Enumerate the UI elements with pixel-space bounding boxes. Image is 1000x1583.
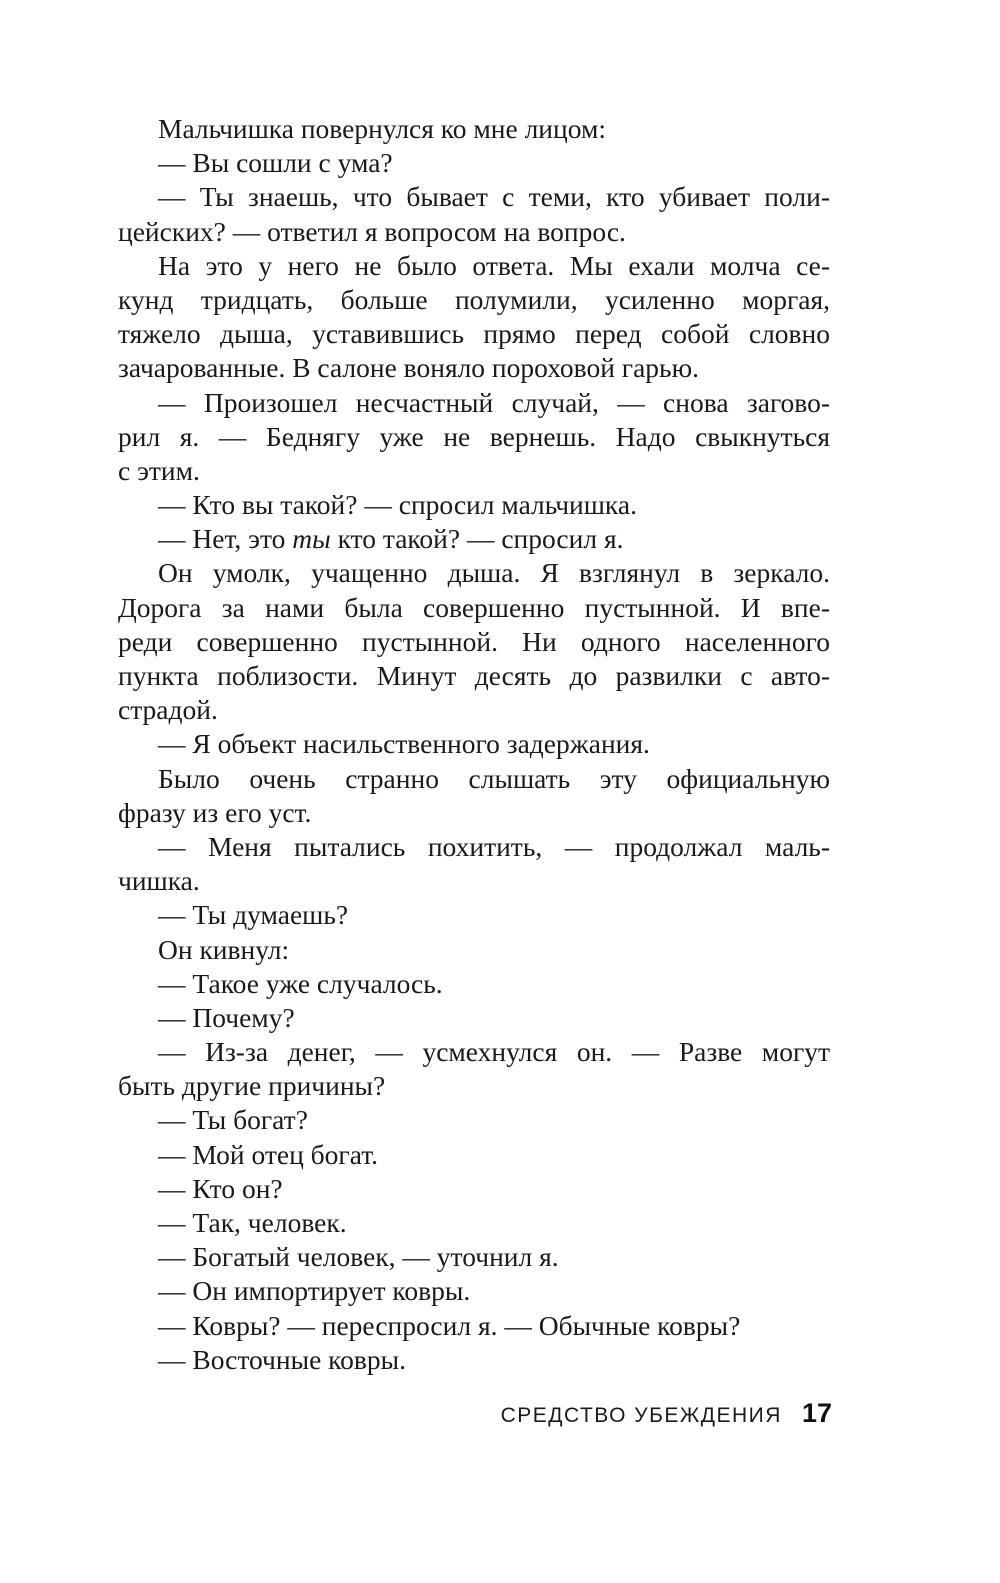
text-line: страдой. — [118, 694, 218, 726]
text-line: — Ковры? — переспросил я. — Обычные ковры? — [158, 1309, 741, 1341]
text-line: — Произошел несчастный случай, — снова загово- — [158, 386, 830, 418]
text-line: чишка. — [118, 865, 200, 897]
text-line: — Ты думаешь? — [158, 899, 349, 931]
text-line: — Он импортирует ковры. — [158, 1275, 471, 1307]
text-line: с этим. — [118, 454, 200, 486]
text-segment: — Нет, это — [158, 523, 293, 555]
text-line: — Мой отец богат. — [158, 1138, 379, 1170]
running-title: СРЕДСТВО УБЕЖДЕНИЯ — [500, 1404, 782, 1427]
text-line: — Так, человек. — [158, 1207, 347, 1238]
italic-word: ты — [292, 523, 331, 555]
page-footer — [430, 1398, 832, 1432]
text-line: фразу из его уст. — [118, 796, 312, 828]
text-line: Дорога за нами была совершенно пустынной. И впе- — [118, 591, 830, 623]
text-line: пункта поблизости. Минут десять до развилки с авто- — [118, 660, 830, 691]
text-line: — Меня пытались похитить, — продолжал маль- — [158, 830, 830, 862]
text-line: реди совершенно пустынной. Ни одного населенного — [118, 625, 830, 657]
text-line: — Кто вы такой? — спросил мальчишка. — [158, 489, 637, 521]
text-line — [118, 522, 830, 556]
text-line: Он кивнул: — [158, 933, 290, 965]
text-block — [118, 112, 830, 1377]
text-line: Мальчишка повернулся ко мне лицом: — [158, 113, 606, 144]
text-line: — Ты знаешь, что бывает с теми, кто убивает поли- — [158, 181, 830, 213]
text-line: — Из-за денег, — усмехнулся он. — Разве могут — [158, 1036, 830, 1068]
text-line: зачарованные. В салоне воняло пороховой гарью. — [118, 352, 700, 384]
text-line: На это у него не было ответа. Мы ехали молча се- — [158, 249, 830, 281]
text-line: быть другие причины? — [118, 1070, 386, 1102]
text-line: — Ты богат? — [158, 1104, 308, 1136]
text-line: тяжело дыша, уставившись прямо перед собой словно — [118, 318, 830, 350]
page-number: 17 — [801, 1398, 832, 1428]
text-line: — Я объект насильственного задержания. — [158, 728, 650, 760]
text-line: — Почему? — [158, 1001, 295, 1033]
text-line: цейских? — ответил я вопросом на вопрос. — [118, 215, 626, 247]
text-line: — Богатый человек, — уточнил я. — [158, 1241, 559, 1273]
text-line: — Кто он? — [158, 1172, 283, 1204]
text-line: кунд тридцать, больше полумили, усиленно моргая, — [118, 283, 830, 315]
text-line: рил я. — Беднягу уже не вернешь. Надо свыкнуться — [118, 420, 830, 452]
text-line: Было очень странно слышать эту официальную — [158, 762, 830, 794]
text-line: — Такое уже случалось. — [158, 967, 443, 999]
text-line: — Восточные ковры. — [158, 1343, 406, 1375]
text-line: — Вы сошли с ума? — [158, 147, 393, 179]
text-segment: кто такой? — спросил я. — [330, 523, 624, 555]
text-line: Он умолк, учащенно дыша. Я взглянул в зеркало. — [158, 557, 830, 589]
